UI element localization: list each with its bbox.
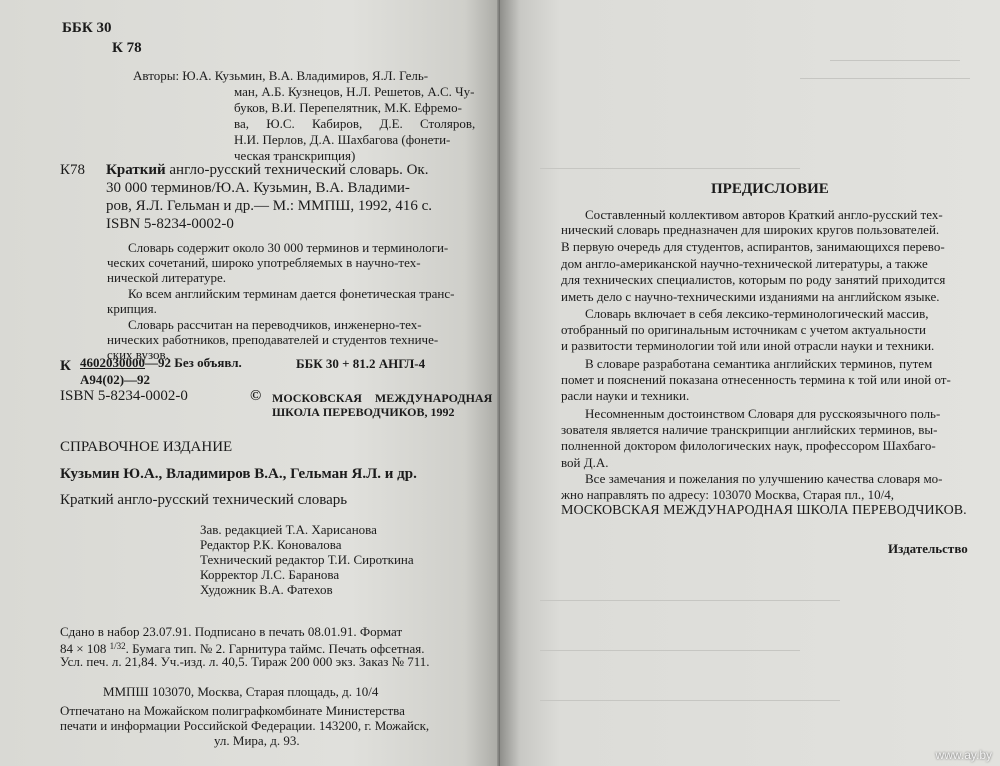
show-through-mark	[540, 168, 800, 169]
catalog-code: К78	[60, 162, 86, 178]
preface-line: отобранный по оригинальным источникам с учетом актуальности	[561, 322, 926, 337]
staff-line: Корректор Л.С. Баранова	[200, 567, 340, 582]
print-line-rest: . Бумага тип. № 2. Гарнитура таймс. Печать офсетная.	[125, 641, 425, 656]
right-page	[500, 0, 1000, 766]
preface-signature: Издательство	[888, 541, 968, 556]
preface-line: жно направлять по адресу: 103070 Москва, Старая пл., 10/4,	[561, 487, 895, 502]
authors-line: Авторы: Ю.А. Кузьмин, В.А. Владимиров, Я.Л. Гель-	[133, 68, 429, 83]
annotation-line: ческих сочетаний, широко употребляемых в научно-тех-	[107, 255, 421, 270]
printer-line: печати и информации Российской Федерации. 143200, г. Можайск,	[60, 718, 430, 733]
staff-line: Редактор Р.К. Коновалова	[200, 537, 342, 552]
annotation-line: нических работников, преподавателей и студентов техниче-	[107, 332, 439, 347]
format-size: 84 × 108	[60, 641, 107, 656]
authors-line: ман, А.Б. Кузнецов, Н.Л. Решетов, А.С. Чу-	[234, 84, 475, 99]
printer-line: ул. Мира, д. 93.	[214, 733, 300, 748]
preface-line: вой Д.А.	[561, 455, 609, 470]
staff-line: Зав. редакцией Т.А. Харисанова	[200, 522, 377, 537]
show-through-mark	[540, 650, 800, 651]
authors-line: Н.И. Перлов, Д.А. Шахбагова (фонети-	[234, 132, 451, 147]
show-through-mark	[830, 60, 960, 61]
reference-edition-label: СПРАВОЧНОЕ ИЗДАНИЕ	[60, 439, 233, 455]
catalog-first-line	[106, 162, 428, 179]
preface-line: расли науки и техники.	[561, 388, 690, 403]
copyright-line: МОСКОВСКАЯ МЕЖДУНАРОДНАЯ	[272, 391, 493, 405]
fraction-letter: К	[60, 358, 71, 374]
show-through-mark	[800, 78, 970, 79]
watermark: www.ay.by	[935, 748, 992, 762]
book-title: Краткий англо-русский технический словарь	[60, 492, 348, 508]
catalog-line-rest: англо-русский технический словарь. Ок.	[169, 162, 429, 178]
staff-line: Технический редактор Т.И. Сироткина	[200, 552, 414, 567]
fraction-numerator-suffix: —92 Без объявл.	[145, 355, 242, 370]
preface-line: В словаре разработана семантика английских терминов, путем	[585, 356, 933, 371]
fraction-denominator: А94(02)—92	[80, 372, 151, 387]
preface-line: полненной доктором филологических наук, профессором Шахбаго-	[561, 438, 936, 453]
preface-line: В первую очередь для студентов, аспирантов, занимающихся перево-	[561, 239, 945, 254]
fraction-numerator-code: 4602030000	[80, 355, 145, 370]
isbn: ISBN 5-8234-0002-0	[60, 388, 188, 404]
bbk-full: ББК 30 + 81.2 АНГЛ-4	[296, 356, 426, 371]
fraction-numerator	[80, 355, 242, 370]
catalog-line: ров, Я.Л. Гельман и др.— М.: ММПШ, 1992, 416 с.	[106, 198, 433, 214]
preface-line: Все замечания и пожелания по улучшению качества словаря мо-	[585, 471, 943, 486]
print-line: Сдано в набор 23.07.91. Подписано в печать 08.01.91. Формат	[60, 624, 403, 639]
authors-bold: Кузьмин Ю.А., Владимиров В.А., Гельман Я.Л. и др.	[60, 466, 417, 482]
preface-line: Словарь включает в себя лексико-терминологический массив,	[585, 306, 929, 321]
book-index: К 78	[112, 40, 142, 56]
catalog-isbn: ISBN 5-8234-0002-0	[106, 216, 234, 232]
preface-line: нический словарь предназначен для широких кругов пользователей.	[561, 222, 940, 237]
copyright-line: ШКОЛА ПЕРЕВОДЧИКОВ, 1992	[272, 405, 455, 419]
copyright-symbol: ©	[250, 388, 262, 404]
printer-line: Отпечатано на Можайском полиграфкомбинате Министерства	[60, 703, 405, 718]
preface-line: Составленный коллективом авторов Краткий англо-русский тех-	[585, 207, 943, 222]
annotation-line: крипция.	[107, 301, 157, 316]
show-through-mark	[540, 700, 840, 701]
annotation-line: Словарь содержит около 30 000 терминов и терминологи-	[128, 240, 449, 255]
annotation-line: Ко всем английским терминам дается фонетическая транс-	[128, 286, 455, 301]
annotation-line: ских вузов.	[107, 347, 169, 362]
catalog-title-word: Краткий	[106, 162, 166, 178]
publisher-address: ММПШ 103070, Москва, Старая площадь, д. 10/4	[103, 684, 379, 699]
preface-line: и развитости терминологии той или иной отрасли науки и техники.	[561, 338, 935, 353]
preface-line: зователя является наличие транскрипции английских терминов, вы-	[561, 422, 938, 437]
authors-line: ческая транскрипция)	[234, 148, 356, 163]
preface-line: дом англо-американской научно-технической литературы, а также	[561, 256, 928, 271]
format-fraction: 1/32	[109, 641, 126, 651]
annotation-line: Словарь рассчитан на переводчиков, инженерно-тех-	[128, 317, 422, 332]
staff-line: Художник В.А. Фатехов	[200, 582, 333, 597]
preface-line: для технических специалистов, которым по роду занятий приходится	[561, 272, 946, 287]
bbk-code: ББК 30	[62, 20, 112, 36]
preface-line: иметь дело с научно-техническими изданиями на английском языке.	[561, 289, 940, 304]
preface-line: Несомненным достоинством Словаря для русскоязычного поль-	[585, 406, 941, 421]
authors-line: буков, В.И. Перепелятник, М.К. Ефремо-	[234, 100, 462, 115]
annotation-line: нической литературе.	[107, 270, 227, 285]
preface-line: МОСКОВСКАЯ МЕЖДУНАРОДНАЯ ШКОЛА ПЕРЕВОДЧИКОВ.	[561, 503, 967, 518]
preface-line: помет и пояснений показана отнесенность термина к той или иной от-	[561, 372, 951, 387]
catalog-line: 30 000 терминов/Ю.А. Кузьмин, В.А. Владими-	[106, 180, 410, 196]
preface-heading: ПРЕДИСЛОВИЕ	[711, 181, 829, 197]
show-through-mark	[540, 600, 840, 601]
print-line: Усл. печ. л. 21,84. Уч.-изд. л. 40,5. Тираж 200 000 экз. Заказ № 711.	[60, 654, 430, 669]
authors-line: ва, Ю.С. Кабиров, Д.Е. Столяров,	[234, 116, 476, 131]
